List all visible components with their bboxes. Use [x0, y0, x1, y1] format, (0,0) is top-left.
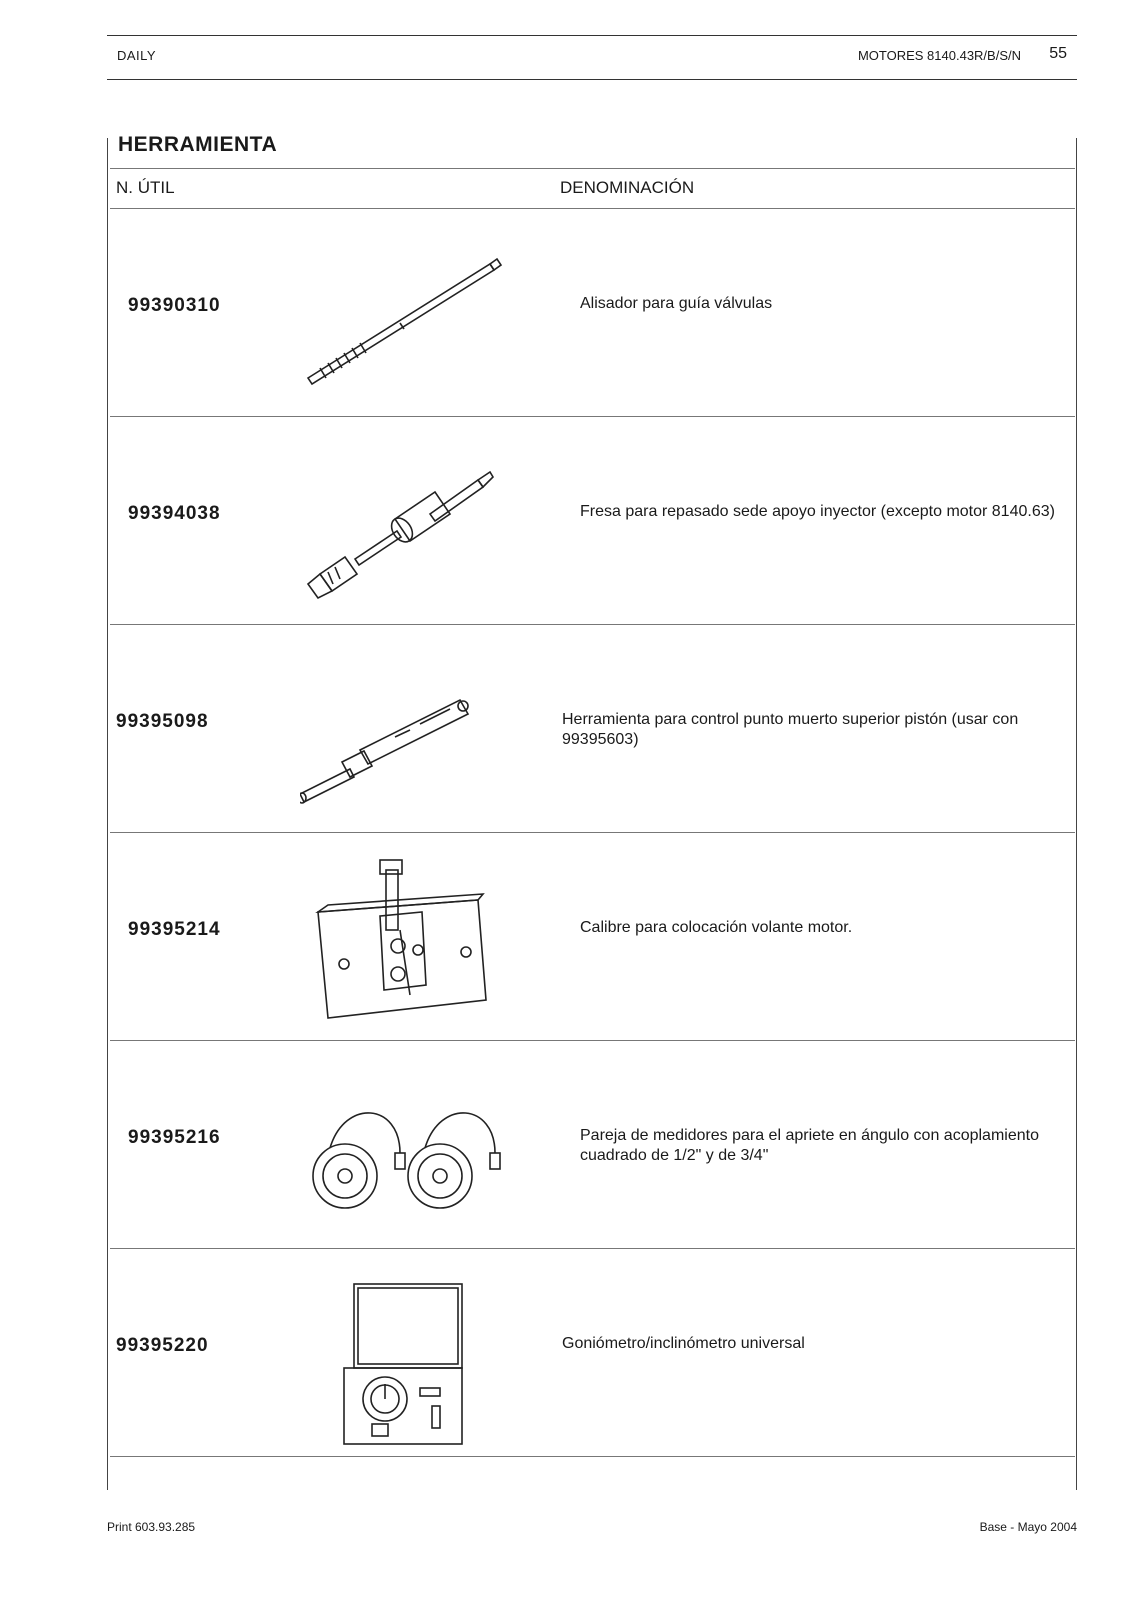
angle-gauges-icon — [300, 1058, 550, 1238]
cutter-icon — [300, 434, 550, 614]
tool-description: Calibre para colocación volante motor. — [580, 919, 853, 936]
tool-code: 99395098 — [116, 711, 209, 732]
table-row — [110, 1040, 1075, 1252]
header-left: DAILY — [117, 48, 157, 63]
tdc-tool-icon — [300, 642, 550, 822]
table-row — [110, 416, 1075, 628]
page-number: 55 — [1049, 45, 1067, 62]
tool-description: Herramienta para control punto muerto superior pistón (usar con 99395603) — [562, 711, 1019, 748]
tool-code: 99390310 — [128, 295, 221, 316]
tool-code: 99395220 — [116, 1335, 209, 1356]
table-row — [110, 208, 1075, 420]
column-header-tool-number: N. ÚTIL — [116, 178, 175, 197]
tool-description: Alisador para guía válvulas — [580, 295, 773, 312]
tool-code: 99395214 — [128, 919, 221, 940]
divider — [110, 168, 1075, 169]
tool-code: 99395216 — [128, 1127, 221, 1148]
page-header — [107, 35, 1077, 80]
tool-description: Fresa para repasado sede apoyo inyector (excepto motor 8140.63) — [580, 503, 1055, 520]
footer-left: Print 603.93.285 — [107, 1520, 196, 1534]
column-header-description: DENOMINACIÓN — [560, 178, 695, 197]
footer-right: Base - Mayo 2004 — [979, 1520, 1077, 1534]
flywheel-gauge-icon — [300, 850, 550, 1030]
table-row — [110, 1248, 1075, 1460]
header-right: MOTORES 8140.43R/B/S/N — [857, 48, 1021, 63]
table-row — [110, 624, 1075, 836]
tool-description: Pareja de medidores para el apriete en ángulo con acoplamiento cuadrado de 1/2" y de 3/4" — [580, 1127, 1039, 1164]
reamer-icon — [300, 226, 550, 406]
goniometer-case-icon — [300, 1266, 550, 1446]
tool-code: 99394038 — [128, 503, 221, 524]
tool-description: Goniómetro/inclinómetro universal — [562, 1335, 805, 1352]
table-row — [110, 832, 1075, 1044]
divider — [110, 1456, 1075, 1457]
section-title: HERRAMIENTA — [118, 133, 278, 156]
